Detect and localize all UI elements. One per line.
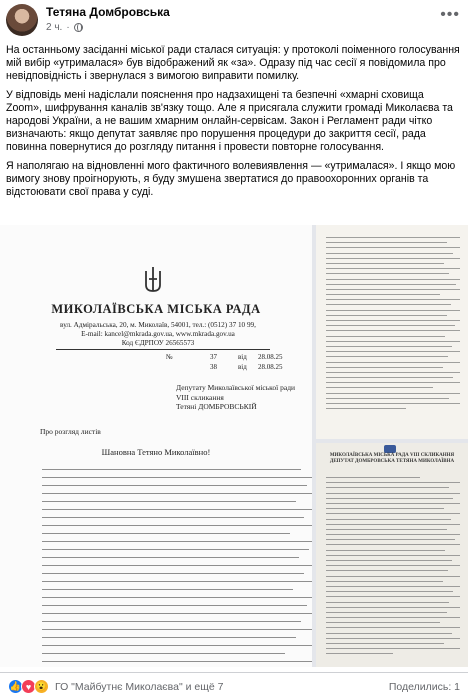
document-org-title: МИКОЛАЇВСЬКА МІСЬКА РАДА (51, 302, 261, 316)
trident-crest-icon (142, 265, 164, 295)
post-paragraph: У відповідь мені надіслали пояснення про надзахищені та безпечні «хмарні сховища Zoom», шифрування каналів зв'язку тощо. Але я присягала служити громаді Миколаєва та народові України, а не вашим хмарним онлайн-сервісам. Закон і Регламент ради чітко визначають: якщо депутат заявляє про порушення процедури до закриття сесії, рада повинна повернутися до розгляду питання і провести повторне голосування. (6, 89, 453, 153)
globe-icon (74, 23, 83, 32)
wow-reaction-icon: 😮 (34, 679, 49, 694)
reactions-text[interactable]: ГО "Майбутнє Миколаєва" и ещё 7 (55, 680, 224, 693)
document-page-thumbnail[interactable] (316, 225, 468, 439)
author-name[interactable]: Тетяна Домбровська (46, 5, 170, 19)
post-header (0, 0, 468, 40)
post-text (6, 44, 462, 205)
post-media[interactable] (0, 225, 468, 667)
side-document-header: МИКОЛАЇВСЬКА МІСЬКА РАДА VIII СКЛИКАННЯ ДЕПУТАТ ДОМБРОВСЬКА ТЕТЯНА МИКОЛАЇВНА (329, 453, 455, 464)
shares-count[interactable]: Поделились: 1 (388, 680, 460, 693)
letter-document-image[interactable]: МИКОЛАЇВСЬКА МІСЬКА РАДА вул. Адміральська, 20, м. Миколаїв, 54001, тел.: (0512) 37 10 99, E-mail: kancel@mkrada.gov.ua, www.mkrada.gov.ua Код ЄДРПОУ 26565573 № 37 від 28.08.25 38 від 28.08.25 Депутату Миколаївської міської ради VIII скликання Тетяні ДОМБРОВСЬКІЙ Про розгляд листів Шановна Тетяно Миколаївно! (0, 225, 312, 667)
post-paragraph: На останньому засіданні міської ради сталася ситуація: у протоколі поіменного голосування мій вибір «утрималася» був відображений як «за». Одразу під час сесії я повідомила про невідповідність і звернулася з вимогою виправити помилку. (6, 44, 460, 82)
document-page-thumbnail[interactable] (316, 443, 468, 667)
post-paragraph: Я наполягаю на відновленні мого фактичного волевиявлення — «утрималася». І якщо мою вимогу знову проігнорують, я буду змушена звертатися до правоохоронних органів та відстоювати свої права у суді. (6, 160, 456, 198)
emblem-icon (384, 445, 396, 453)
post-footer (0, 672, 468, 700)
document-code: Код ЄДРПОУ 26565573 (121, 339, 195, 347)
post-time[interactable]: 2 ч. (46, 22, 63, 33)
love-reaction-icon: ♥ (21, 679, 36, 694)
reactions-summary[interactable] (8, 679, 223, 694)
document-body-text (42, 469, 312, 667)
document-address: вул. Адміральська, 20, м. Миколаїв, 54001, тел.: (0512) 37 10 99, E-mail: kancel@mkrada.gov.ua, www.mkrada.gov.ua Код ЄДРПОУ 26565573 (58, 321, 258, 348)
like-reaction-icon: 👍 (8, 679, 23, 694)
document-subject: Про розгляд листів (40, 427, 101, 436)
document-divider (56, 349, 270, 350)
post-meta: 2 ч. · (46, 22, 83, 33)
document-salutation: Шановна Тетяно Миколаївно! (101, 447, 211, 457)
more-options-icon[interactable]: ••• (440, 6, 460, 23)
author-avatar[interactable] (6, 4, 38, 36)
document-addressee: Депутату Миколаївської міської ради VIII скликання Тетяні ДОМБРОВСЬКІЙ (176, 383, 296, 411)
